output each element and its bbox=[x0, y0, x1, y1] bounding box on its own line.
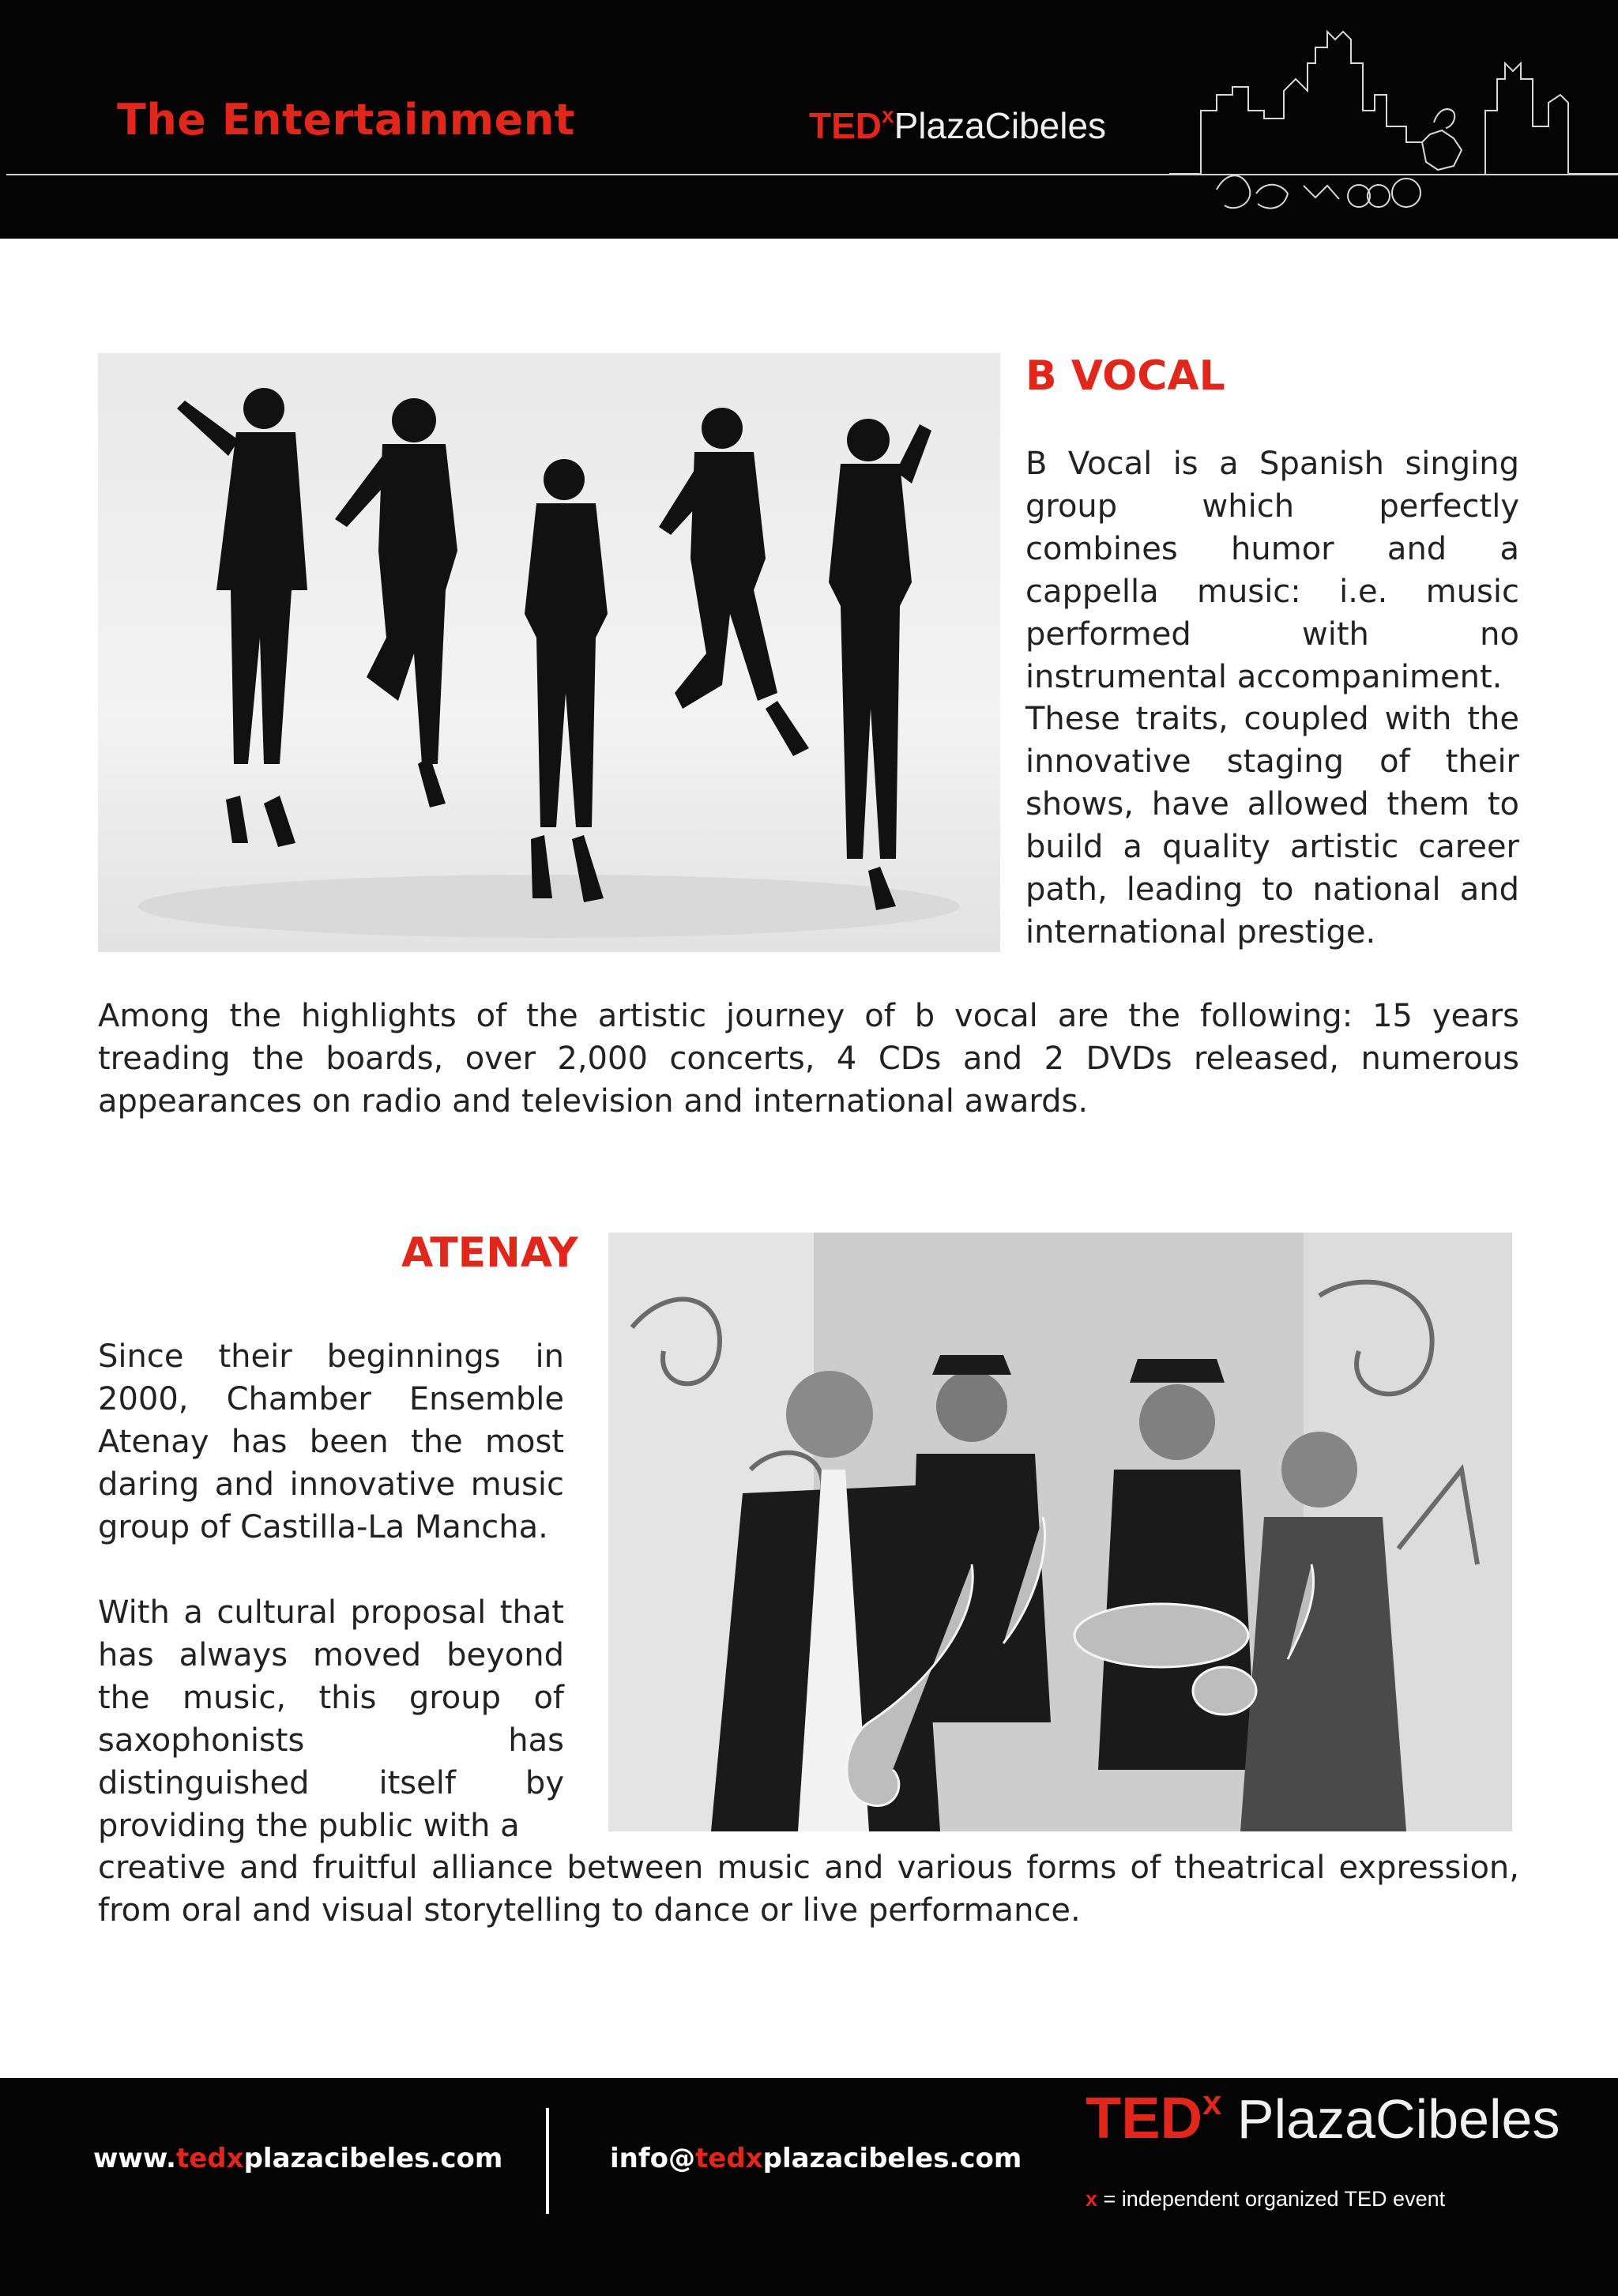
email-suffix: plazacibeles.com bbox=[762, 2143, 1022, 2174]
tagline-x: x bbox=[1086, 2187, 1098, 2211]
website-link[interactable] bbox=[93, 2143, 502, 2174]
footer-logo-x: x bbox=[1202, 2083, 1222, 2122]
b-vocal-paragraph-2: These traits, coupled with the innovative staging of their shows, have allowed them to build a quality artistic career path, leading to national and international prestige. bbox=[1025, 701, 1519, 950]
tedx-logo bbox=[809, 104, 1106, 144]
atenay-heading: ATENAY bbox=[401, 1229, 578, 1277]
website-suffix: plazacibeles.com bbox=[243, 2143, 503, 2174]
section-title: The Entertainment bbox=[117, 95, 575, 145]
atenay-paragraph-1: Since their beginnings in 2000, Chamber Ensemble Atenay has been the most daring and innovative music group of Castilla-La Mancha. bbox=[98, 1338, 564, 1545]
atenay-saxophonists-image bbox=[608, 1233, 1512, 1831]
website-prefix: www. bbox=[93, 2143, 176, 2174]
footer-divider bbox=[546, 2108, 549, 2214]
email-link[interactable] bbox=[610, 2143, 1022, 2174]
atenay-paragraph-3: creative and fruitful alliance between music and various forms of theatrical expression, from oral and visual storytelling to dance or live performance. bbox=[98, 1850, 1519, 1929]
logo-x: x bbox=[882, 103, 894, 127]
footer-tagline bbox=[1086, 2187, 1445, 2211]
b-vocal-photo bbox=[98, 353, 1000, 952]
b-vocal-paragraph-1: B Vocal is a Spanish singing group which perfectly combines humor and a cappella music: i.e. music performed with no instrumental accompaniment. bbox=[1025, 446, 1519, 695]
logo-name: PlazaCibeles bbox=[894, 105, 1107, 146]
b-vocal-jumping-singers-image bbox=[98, 353, 1000, 952]
email-prefix: info@ bbox=[610, 2143, 696, 2174]
email-highlight: tedx bbox=[695, 2143, 763, 2174]
footer-tedx-logo bbox=[1086, 2083, 1560, 2151]
footer-logo-name: PlazaCibeles bbox=[1221, 2088, 1560, 2150]
cibeles-skyline-illustration bbox=[1169, 16, 1618, 221]
footer-logo-ted: TED bbox=[1086, 2085, 1202, 2151]
b-vocal-heading: B VOCAL bbox=[1025, 352, 1225, 400]
tagline-text: = independent organized TED event bbox=[1097, 2187, 1446, 2211]
atenay-paragraph-2: With a cultural proposal that has always moved beyond the music, this group of saxophonists has distinguished itself by providing the public with a bbox=[98, 1594, 564, 1844]
b-vocal-paragraph-3: Among the highlights of the artistic journey of b vocal are the following: 15 years treading the boards, over 2,000 concerts, 4 CDs and 2 DVDs released, numerous appearances on radio and television and international awards. bbox=[98, 998, 1519, 1120]
logo-ted: TED bbox=[809, 105, 882, 146]
atenay-photo bbox=[608, 1233, 1512, 1831]
website-highlight: tedx bbox=[175, 2143, 244, 2174]
